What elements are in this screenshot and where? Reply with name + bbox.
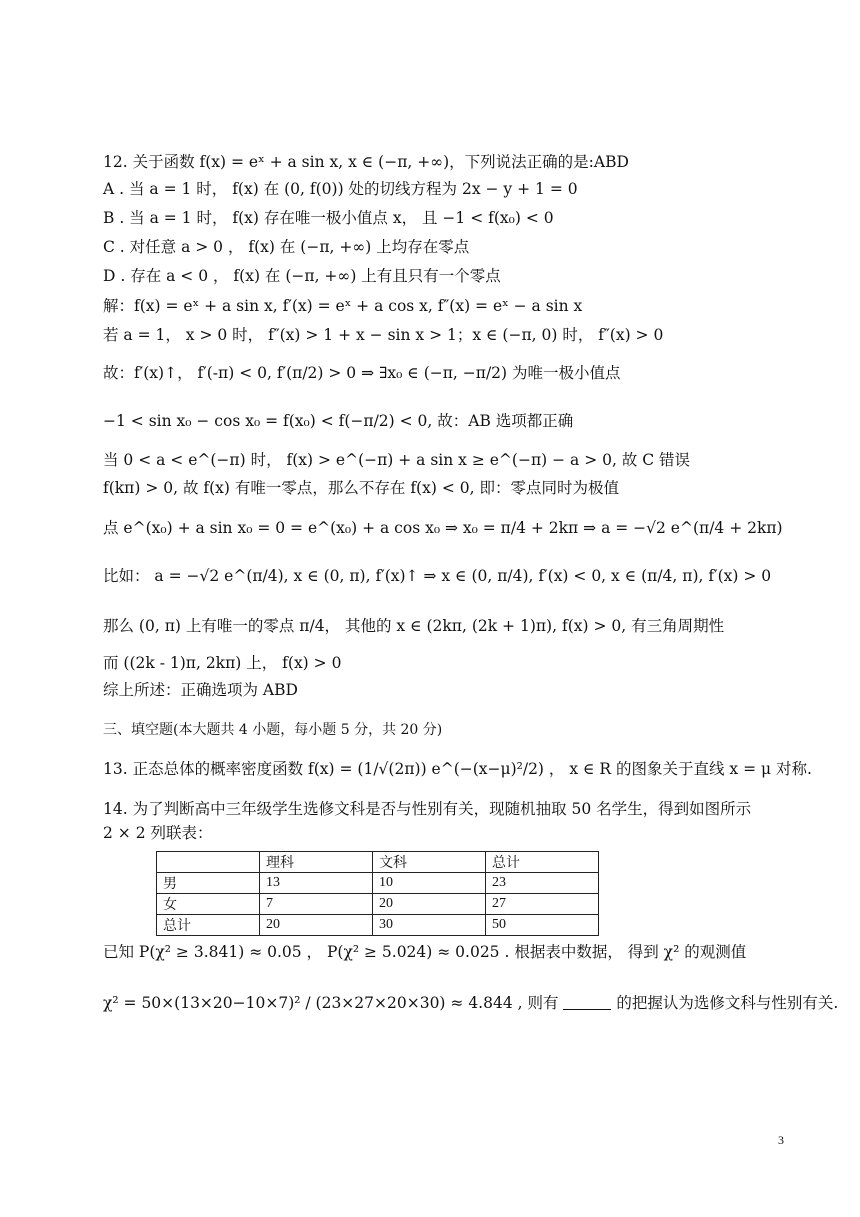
solution-line: 点 e^(x₀) + a sin x₀ = 0 = e^(x₀) + a cos x₀ ⇒ x₀ = π/4 + 2kπ ⇒ a = −√2 e^(π/4 + 2kπ): [103, 519, 783, 537]
table-cell: 10: [373, 873, 486, 894]
answer-blank: [563, 995, 611, 1010]
table-header-row: [157, 852, 599, 873]
q12-option-b: B . 当 a = 1 时， f(x) 存在唯一极小值点 x， 且 −1 < f(x₀) < 0: [103, 209, 554, 227]
solution-line: −1 < sin x₀ − cos x₀ = f(x₀) < f(−π/2) < 0, 故：AB 选项都正确: [103, 412, 574, 430]
solution-line: 而 ((2k - 1)π, 2kπ) 上， f(x) > 0: [103, 654, 342, 672]
table-header-cell: 总计: [486, 852, 599, 873]
table-cell: 男: [157, 873, 260, 894]
table-row: [157, 873, 599, 894]
table-header-cell: [157, 852, 260, 873]
q14-line1: 14. 为了判断高中三年级学生选修文科是否与性别有关，现随机抽取 50 名学生，得到如图所示: [103, 800, 752, 818]
table-cell: 13: [260, 873, 373, 894]
chi-square-conclusion: 的把握认为选修文科与性别有关.: [616, 994, 839, 1012]
q13: 13. 正态总体的概率密度函数 f(x) = (1/√(2π)) e^(−(x−μ)²/2) ， x ∈ R 的图象关于直线 x = μ 对称.: [103, 760, 812, 778]
q12-option-c: C . 对任意 a > 0 ， f(x) 在 (−π, +∞) 上均存在零点: [103, 238, 470, 256]
solution-line: f(kπ) > 0, 故 f(x) 有唯一零点，那么不存在 f(x) < 0, 即：零点同时为极值: [103, 479, 619, 497]
q12-option-a: A . 当 a = 1 时， f(x) 在 (0, f(0)) 处的切线方程为 2x − y + 1 = 0: [103, 180, 578, 198]
table-cell: 20: [260, 915, 373, 936]
solution-line: 比如： a = −√2 e^(π/4), x ∈ (0, π), f′(x)↑ ⇒ x ∈ (0, π/4), f′(x) < 0, x ∈ (π/4, π), f′(x) > 0: [103, 567, 772, 585]
solution-line: 故：f′(x)↑， f′(-π) < 0, f′(π/2) > 0 ⇒ ∃x₀ ∈ (−π, −π/2) 为唯一极小值点: [103, 364, 621, 382]
table-row: [157, 915, 599, 936]
q14-line2: 2 × 2 列联表：: [103, 824, 213, 842]
table-cell: 30: [373, 915, 486, 936]
solution-line: 解：f(x) = eˣ + a sin x, f′(x) = eˣ + a cos x, f″(x) = eˣ − a sin x: [103, 297, 583, 315]
q12-option-d: D . 存在 a < 0 ， f(x) 在 (−π, +∞) 上有且只有一个零点: [103, 267, 501, 285]
table-cell: 20: [373, 894, 486, 915]
table-header-cell: 理科: [260, 852, 373, 873]
contingency-table: [156, 851, 599, 936]
table-cell: 27: [486, 894, 599, 915]
solution-line: 当 0 < a < e^(−π) 时， f(x) > e^(−π) + a sin x ≥ e^(−π) − a > 0, 故 C 错误: [103, 451, 691, 469]
chi-square-formula: χ² = 50×(13×20−10×7)² / (23×27×20×30) ≈ 4.844 , 则有: [103, 994, 559, 1012]
table-cell: 总计: [157, 915, 260, 936]
table-cell: 23: [486, 873, 599, 894]
section-heading: 三、填空题(本大题共 4 小题，每小题 5 分，共 20 分): [103, 722, 443, 738]
table-cell: 7: [260, 894, 373, 915]
solution-line: 若 a = 1， x > 0 时， f″(x) > 1 + x − sin x > 1；x ∈ (−π, 0) 时， f″(x) > 0: [103, 326, 664, 344]
q14-chi-line: [103, 992, 838, 1014]
solution-line: 那么 (0, π) 上有唯一的零点 π/4， 其他的 x ∈ (2kπ, (2k + 1)π), f(x) > 0, 有三角周期性: [103, 617, 725, 635]
solution-conclusion: 综上所述：正确选项为 ABD: [103, 681, 298, 699]
table-row: [157, 894, 599, 915]
table-header-cell: 文科: [373, 852, 486, 873]
q12-stem: 12. 关于函数 f(x) = eˣ + a sin x, x ∈ (−π, +∞)，下列说法正确的是:ABD: [103, 153, 629, 171]
page-number: 3: [778, 1133, 784, 1147]
q14-known: 已知 P(χ² ≥ 3.841) ≈ 0.05 ， P(χ² ≥ 5.024) ≈ 0.025 . 根据表中数据， 得到 χ² 的观测值: [103, 943, 747, 961]
table-cell: 50: [486, 915, 599, 936]
table-cell: 女: [157, 894, 260, 915]
